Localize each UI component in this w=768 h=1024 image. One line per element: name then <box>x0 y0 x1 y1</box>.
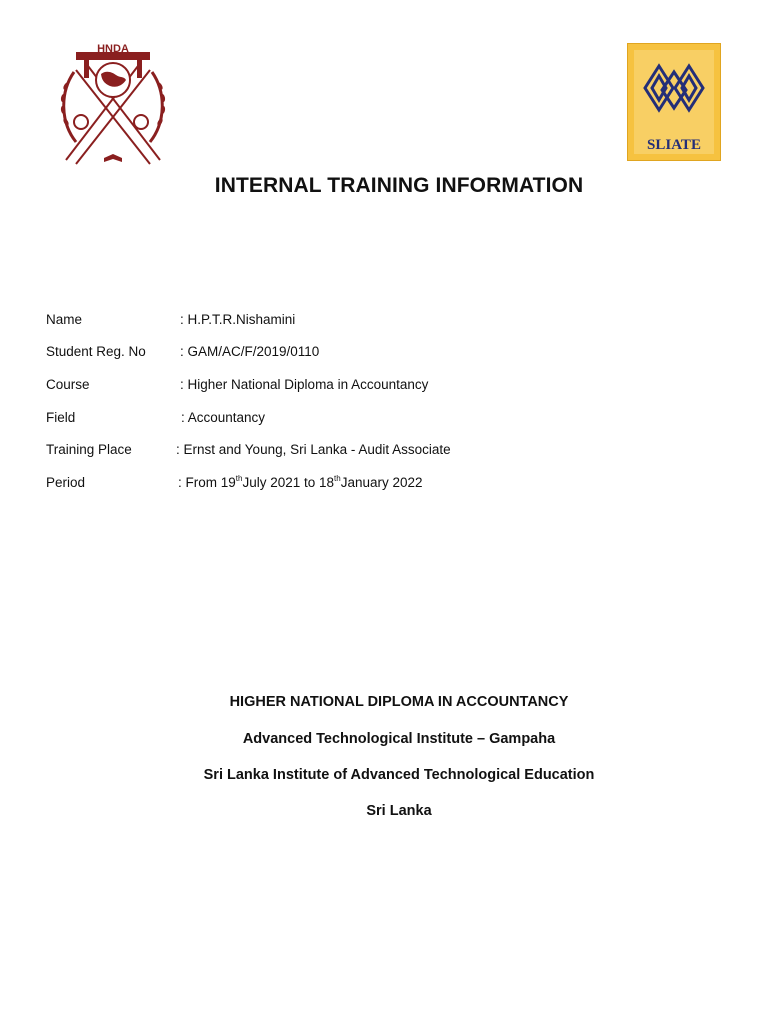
hnda-logo <box>54 42 172 170</box>
training-place-value: : Ernst and Young, Sri Lanka - Audit Associate <box>176 442 451 457</box>
period-sup-start: th <box>235 473 243 483</box>
footer-institute: Advanced Technological Institute – Gampaha <box>242 731 556 747</box>
page-title: INTERNAL TRAINING INFORMATION <box>214 174 584 197</box>
period-value <box>178 475 423 490</box>
sliate-logo <box>627 43 721 161</box>
name-value: : H.P.T.R.Nishamini <box>180 312 296 327</box>
reg-no-label: Student Reg. No <box>46 344 146 359</box>
training-place-label: Training Place <box>46 442 132 457</box>
period-sup-end: th <box>334 473 341 483</box>
field-label: Field <box>46 410 76 425</box>
hnda-logo-text: HNDA <box>97 43 129 55</box>
name-label: Name <box>46 312 83 327</box>
period-prefix: : From 19 <box>178 475 236 490</box>
course-label: Course <box>46 377 90 392</box>
period-label: Period <box>46 475 86 490</box>
reg-no-value: : GAM/AC/F/2019/0110 <box>180 344 320 359</box>
footer-organization: Sri Lanka Institute of Advanced Technological Education <box>203 767 595 783</box>
course-value: : Higher National Diploma in Accountancy <box>180 377 429 392</box>
footer-country: Sri Lanka <box>366 803 432 819</box>
period-middle: July 2021 to 18 <box>242 475 335 490</box>
field-value: : Accountancy <box>181 410 266 425</box>
sliate-logo-text: SLIATE <box>647 137 701 153</box>
period-suffix: January 2022 <box>340 475 423 490</box>
footer-programme: HIGHER NATIONAL DIPLOMA IN ACCOUNTANCY <box>229 694 569 710</box>
